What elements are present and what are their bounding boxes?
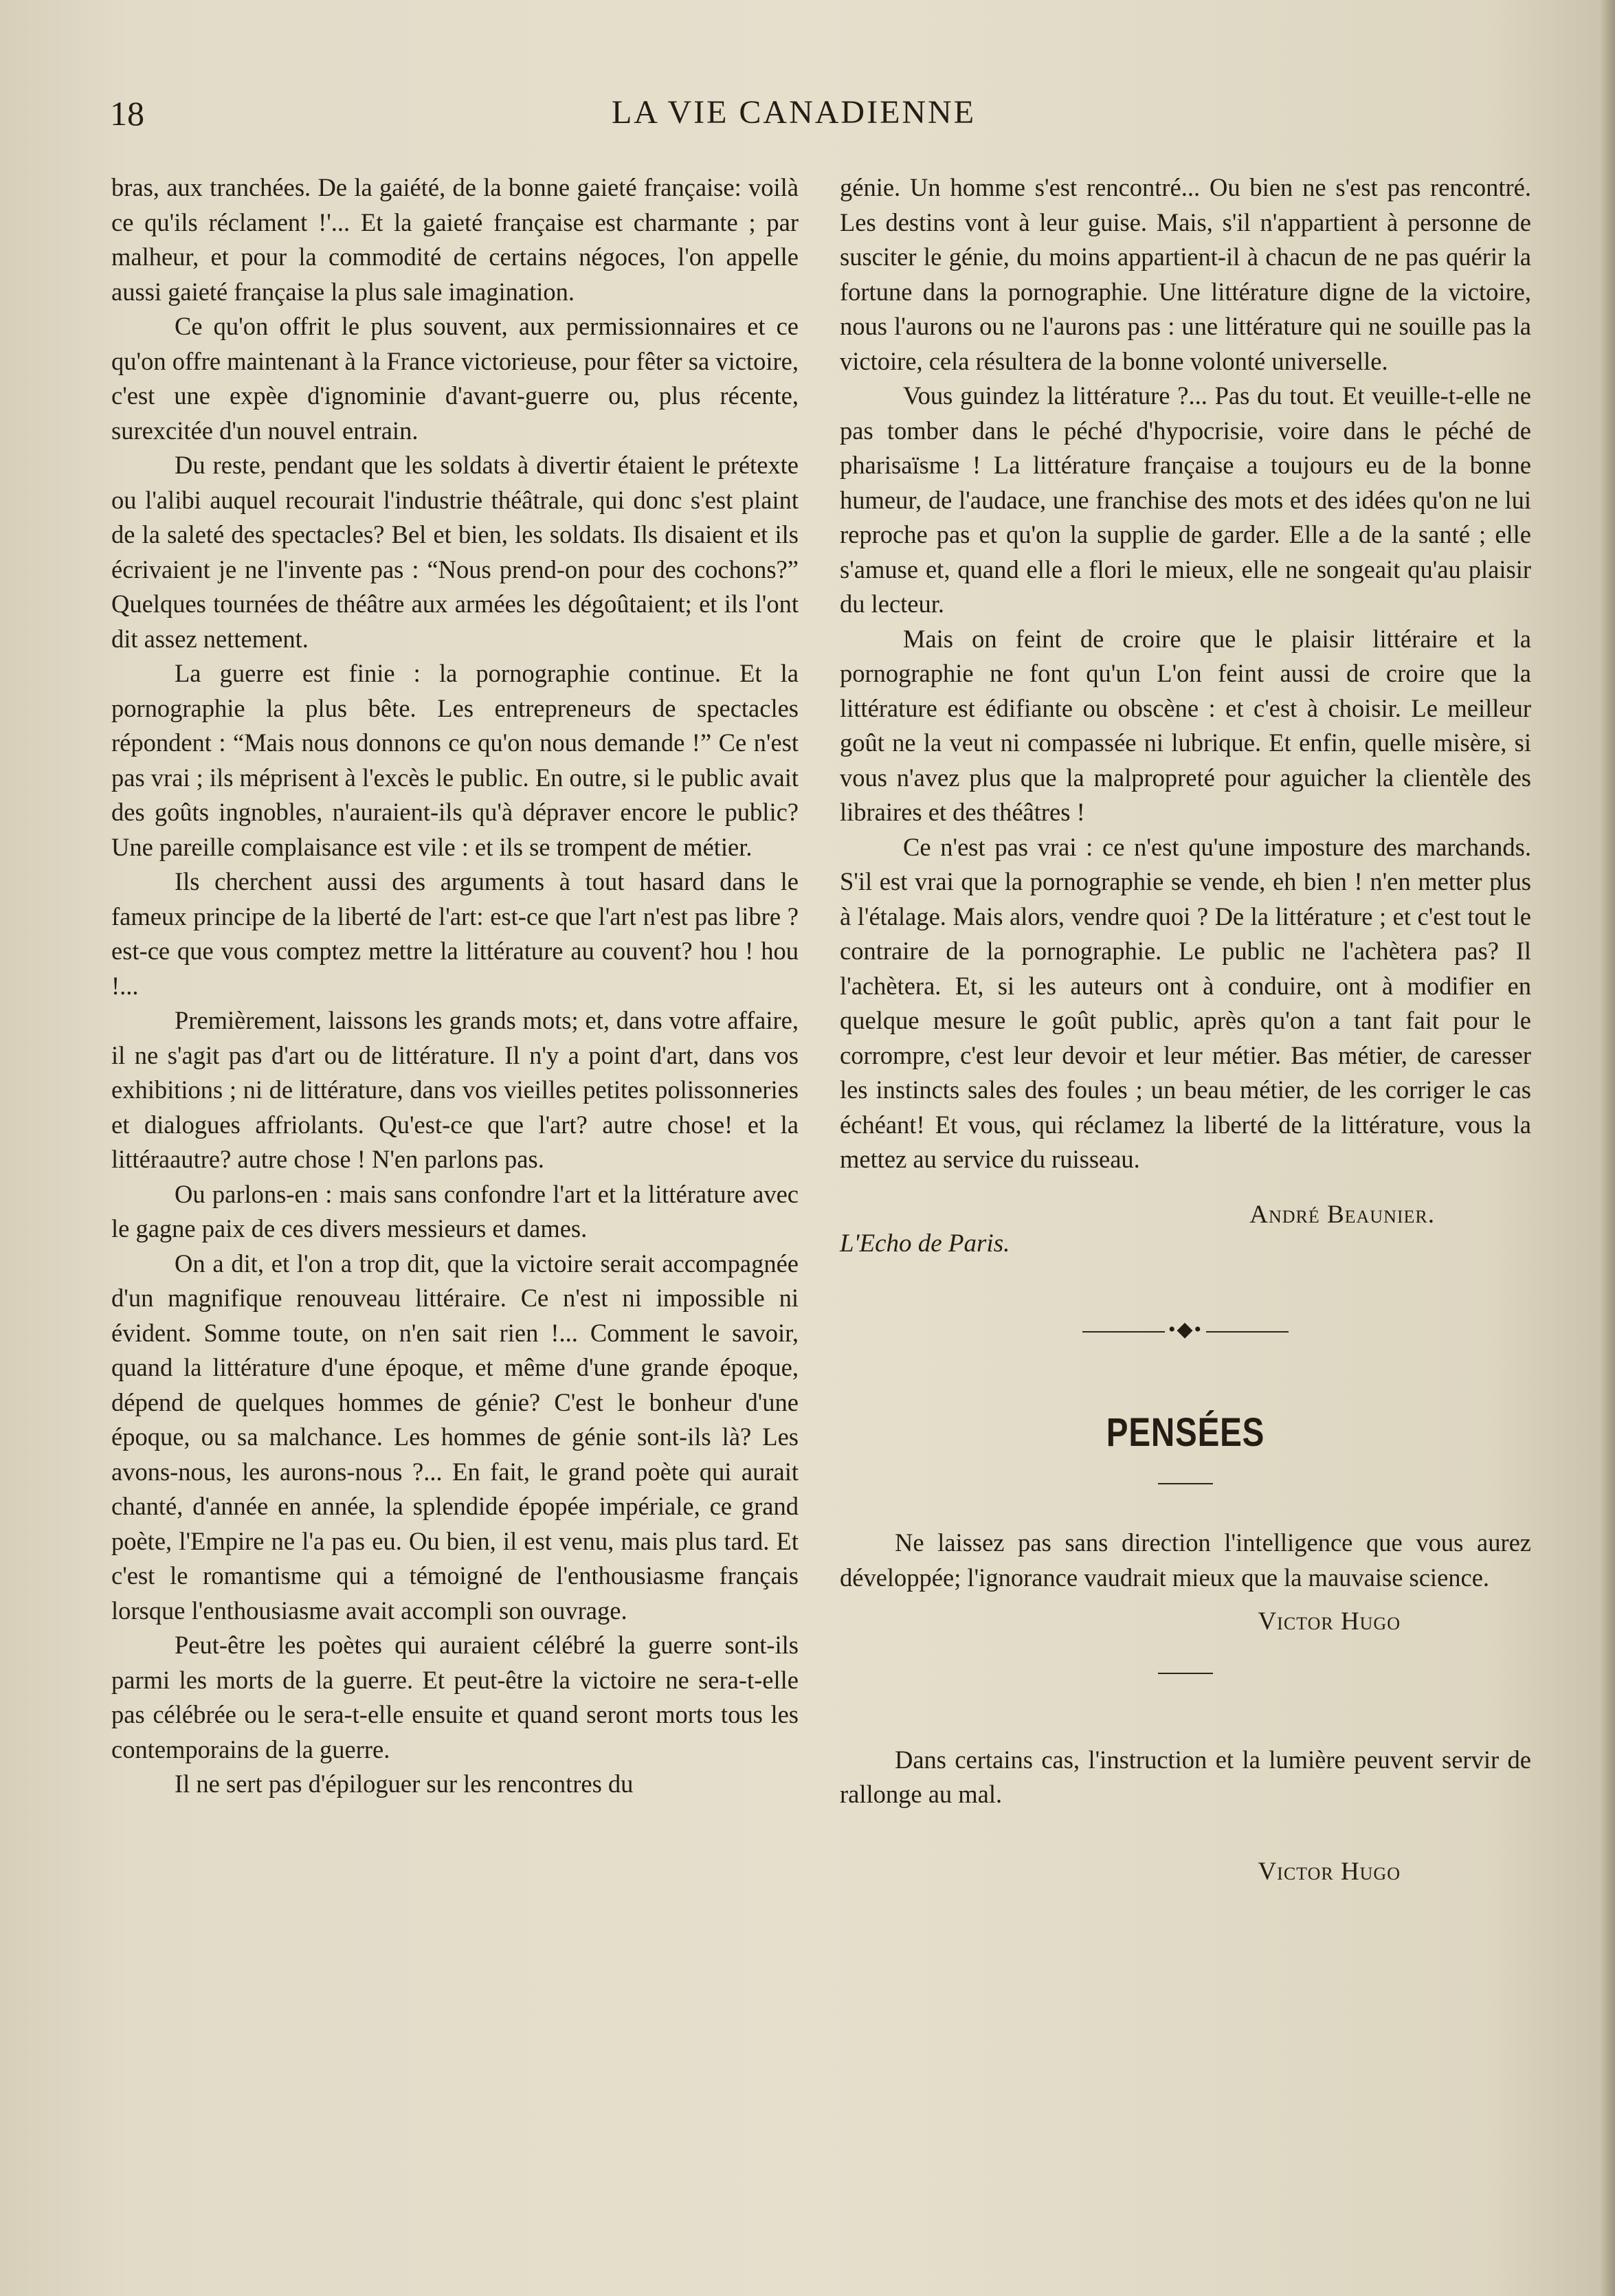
divider-rule bbox=[1158, 1483, 1213, 1484]
article-signature: André Beaunier. bbox=[1249, 1200, 1435, 1229]
paragraph: Du reste, pendant que les soldats à divertir étaient le prétexte ou l'alibi auquel recourait l'industrie théâtrale, qui donc s'est plaint de la saleté des spectacles? Bel et bien, les soldats. Ils disaient et ils écrivaient je ne l'invente pas : “Nous prend-on pour des cochons?” Quelques tournées de théâtre aux armées les dégoûtaient; et ils l'ont dit assez nettement. bbox=[111, 451, 799, 653]
paragraph: Vous guindez la littérature ?... Pas du tout. Et veuille-t-elle ne pas tomber dans le péché d'hypocrisie, voire dans le péché de pharisaïsme ! La littérature française a toujours eu de la bonne humeur, de l'audace, une franchise des mots et des idées qu'on ne lui reproche pas et qu'on la supplie de garder. Elle a de la santé ; elle s'amuse et, quand elle a flori le mieux, elle ne songeait qu'au plaisir du lecteur. bbox=[840, 381, 1531, 618]
paragraph: Peut-être les poètes qui auraient célébré la guerre sont-ils parmi les morts de la guerre. Et peut-être la victoire ne sera-t-elle pas célébrée ou le sera-t-elle ensuite et quand seront morts tous les contemporains de la guerre. bbox=[111, 1631, 799, 1763]
quote-text: Ne laissez pas sans direction l'intelligence que vous aurez développée; l'ignorance vaudrait mieux que la mauvaise science. bbox=[840, 1528, 1531, 1592]
section-heading: PENSÉES bbox=[1106, 1409, 1265, 1455]
quote-author: Victor Hugo bbox=[1258, 1607, 1401, 1636]
quote-author: Victor Hugo bbox=[1258, 1857, 1401, 1886]
right-column bbox=[840, 170, 1531, 1889]
paragraph: Ce qu'on offrit le plus souvent, aux permissionnaires et ce qu'on offre maintenant à la France victorieuse, pour fêter sa victoire, c'est une expèe d'ignominie d'avant-guerre ou, plus récente, surexcitée d'un nouvel entrain. bbox=[111, 312, 799, 445]
left-column bbox=[111, 170, 799, 1802]
paragraph: Il ne sert pas d'épiloguer sur les rencontres du bbox=[175, 1770, 634, 1798]
page-number: 18 bbox=[110, 94, 144, 133]
ornament-line bbox=[1206, 1331, 1289, 1333]
page-header bbox=[110, 93, 1478, 142]
paragraph: La guerre est finie : la pornographie continue. Et la pornographie la plus bête. Les entrepreneurs de spectacles répondent : “Mais nous donnons ce qu'on nous demande !” Ce n'est pas vrai ; ils méprisent à l'excès le public. En outre, si le public avait des goûts ingnobles, n'auraient-ils qu'à dépraver encore le public? Une pareille complaisance est vile : et ils se trompent de métier. bbox=[111, 659, 799, 861]
paragraph: On a dit, et l'on a trop dit, que la victoire serait accompagnée d'un magnifique renouveau littéraire. Ce n'est ni impossible ni évident. Somme toute, on n'en sait rien !... Comment le savoir, quand la littérature d'une époque, et même d'une grande époque, dépend de quelques hommes de génie? C'est le bonheur d'une époque, ou sa malchance. Les hommes de génie sont-ils là? Les avons-nous, les aurons-nous ?... En fait, le grand poète qui aurait chanté, d'année en année, la splendide épopée impériale, ce grand poète, l'Empire ne l'a pas eu. Ou bien, il est venu, mais plus tard. Et c'est le romantisme qui a témoigné de l'enthousiasme français lorsque l'enthousiasme avait accompli son ouvrage. bbox=[111, 1249, 799, 1625]
journal-title: LA VIE CANADIENNE bbox=[611, 94, 977, 131]
ornament-divider bbox=[1082, 1317, 1289, 1341]
paragraph: bras, aux tranchées. De la gaiété, de la bonne gaieté française: voilà ce qu'ils réclament !'... Et la gaieté française est charmante ; par malheur, et pour la commodité de certains négoces, l'on appelle aussi gaieté française la plus sale imagination. bbox=[111, 173, 799, 306]
paragraph: Mais on feint de croire que le plaisir littéraire et la pornographie ne font qu'un L'on feint aussi de croire que la littérature est édifiante ou obscène : et c'est à choisir. Le meilleur goût ne la veut ni compassée ni lubrique. Et enfin, quelle misère, si vous n'avez plus que la malpropreté pour aguicher la clientèle des libraires et des théâtres ! bbox=[840, 624, 1531, 826]
paragraph: Ils cherchent aussi des arguments à tout hasard dans le fameux principe de la liberté de l'art: est-ce que l'art n'est pas libre ? est-ce que vous comptez mettre la littérature au couvent? hou ! hou !... bbox=[111, 867, 799, 1000]
quote-text: Dans certains cas, l'instruction et la lumière peuvent servir de rallonge au mal. bbox=[840, 1745, 1531, 1808]
quote-block bbox=[840, 1743, 1531, 1890]
divider-rule bbox=[1158, 1673, 1213, 1674]
paragraph: Ou parlons-en : mais sans confondre l'art et la littérature avec le gagne paix de ces divers messieurs et dames. bbox=[111, 1179, 799, 1242]
quote-block bbox=[840, 1526, 1531, 1640]
article-source: L'Echo de Paris. bbox=[840, 1229, 1010, 1258]
paragraph: Premièrement, laissons les grands mots; et, dans votre affaire, il ne s'agit pas d'art ou de littérature. Il n'y a point d'art, dans vos exhibitions ; ni de littérature, dans vos vieilles petites polissonneries et dialogues affriolants. Qu'est-ce que l'art? autre chose! et la littéraautre? autre chose ! N'en parlons pas. bbox=[111, 1006, 799, 1173]
ornament-dots-icon: •◆• bbox=[1168, 1317, 1203, 1341]
paragraph: Ce n'est pas vrai : ce n'est qu'une imposture des marchands. S'il est vrai que la pornographie se vende, eh bien ! n'en metter plus à l'étalage. Mais alors, vendre quoi ? De la littérature ; et c'est tout le contraire de la pornographie. Le public ne l'achètera pas? Il l'achètera. Et, si les auteurs ont à conduire, ont à modifier en quelque mesure le goût public, après qu'on a tant fait pour le corrompre, c'est leur devoir et leur métier. Bas métier, de caresser les instincts sales des foules ; un beau métier, de les corriger le cas échéant! Et vous, qui réclamez la liberté de la littérature, vous la mettez au service du ruisseau. bbox=[840, 832, 1531, 1173]
paragraph: génie. Un homme s'est rencontré... Ou bien ne s'est pas rencontré. Les destins vont à leur guise. Mais, s'il n'appartient à personne de susciter le génie, du moins appartient-il à chacun de ne pas quérir la fortune dans la pornographie. Une littérature digne de la victoire, nous l'aurons ou ne l'aurons pas : une littérature qui ne souille pas la victoire, cela résultera de la bonne volonté universelle. bbox=[840, 173, 1531, 375]
